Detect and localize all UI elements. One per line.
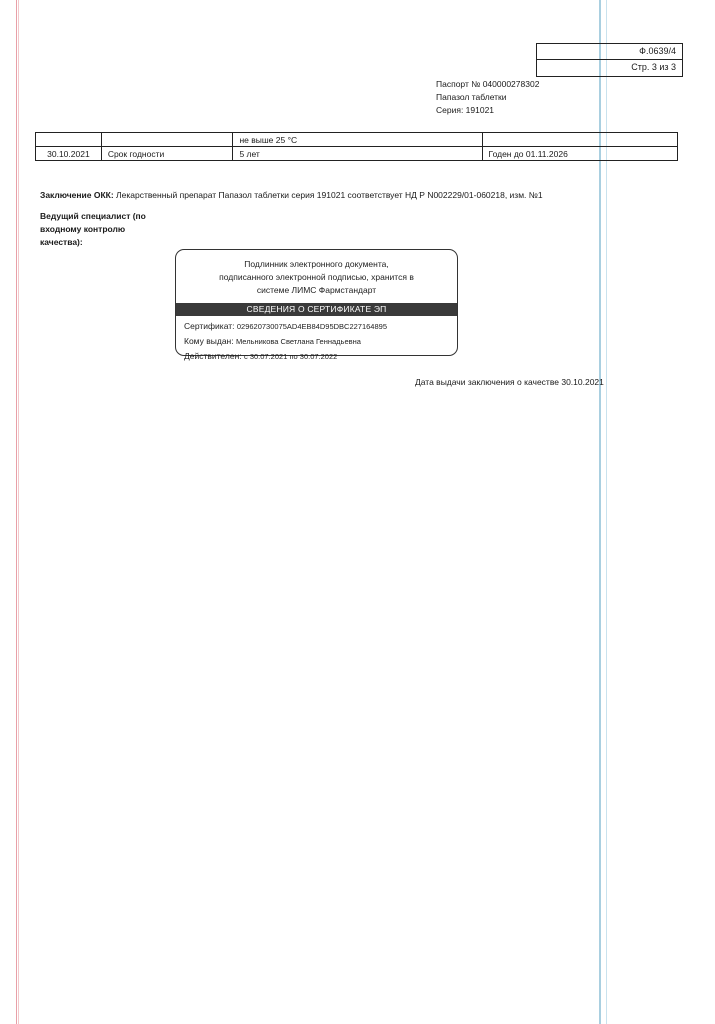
table-cell: не выше 25 °С [233,133,482,147]
stamp-line: подписанного электронной подписью, хранится в [219,272,414,282]
issued-to-label: Кому выдан: [184,336,236,346]
table-cell [101,133,233,147]
table-cell [482,133,677,147]
table-row [36,147,678,161]
table-cell-parameter: Срок годности [101,147,233,161]
form-code-box [536,43,683,77]
table-cell-requirement: 5 лет [233,147,482,161]
conclusion [40,190,543,200]
table-cell-result: Годен до 01.11.2026 [482,147,677,161]
form-code: Ф.0639/4 [639,46,676,56]
valid-row [184,349,457,364]
stamp-certificate-info [176,316,457,364]
table-row [36,133,678,147]
certificate-label: Сертификат: [184,321,237,331]
scan-margin-line [16,0,17,1024]
specialist-label: Ведущий специалист (по входному контролю качества): [40,211,146,247]
product-name: Папазол таблетки [436,92,507,102]
stamp-line: системе ЛИМС Фармстандарт [256,285,377,295]
table-cell-date: 30.10.2021 [36,147,102,161]
issued-to-value: Мельникова Светлана Геннадьевна [235,337,361,346]
scan-margin-line [18,0,19,1024]
conclusion-text: Лекарственный препарат Папазол таблетки серия 191021 соответствует НД Р N002229/01-060218, изм. №1 [113,190,543,200]
valid-label: Действителен: [184,351,244,361]
series-number: Серия: 191021 [436,105,495,115]
passport-number: Паспорт № 040000278302 [436,79,540,89]
signature-stamp [175,249,458,361]
stamp-heading [176,250,457,297]
page-number: Стр. 3 из 3 [537,59,682,75]
results-table [35,132,678,161]
issue-date: Дата выдачи заключения о качестве 30.10.2021 [415,377,604,387]
conclusion-label: Заключение ОКК: [40,190,114,200]
passport-info [436,78,539,117]
certificate-row [184,319,457,334]
issued-to-row [184,334,457,349]
certificate-value: 029620730075AD4EB84D95DBC227164895 [236,322,387,331]
table-cell [36,133,102,147]
valid-value: с 30.07.2021 по 30.07.2022 [244,352,338,361]
stamp-line: Подлинник электронного документа, [244,259,389,269]
stamp-certificate-header: СВЕДЕНИЯ О СЕРТИФИКАТЕ ЭП [176,303,457,316]
